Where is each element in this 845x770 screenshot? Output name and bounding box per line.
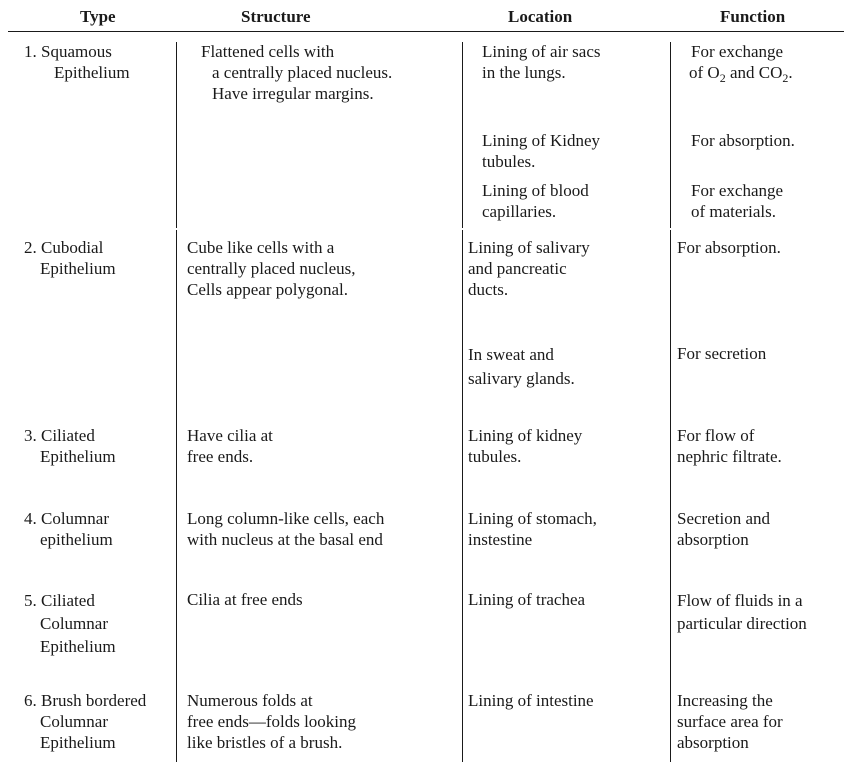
location-cell bbox=[482, 41, 657, 83]
function-cell bbox=[691, 41, 793, 85]
header-function: Function bbox=[720, 7, 786, 26]
structure-line: a centrally placed nucleus. bbox=[212, 63, 393, 82]
function-cell bbox=[677, 425, 782, 467]
divider-function bbox=[670, 230, 671, 762]
location-line: and pancreatic bbox=[468, 259, 567, 278]
type-line: Columnar bbox=[40, 712, 108, 731]
structure-line: Have cilia at bbox=[187, 426, 273, 445]
location-line: Lining of kidney bbox=[468, 426, 583, 445]
location-line: In sweat and bbox=[468, 345, 554, 364]
function-line: For exchange bbox=[691, 42, 784, 61]
type-cell bbox=[24, 508, 113, 550]
structure-line: Cells appear polygonal. bbox=[187, 280, 348, 299]
function-cell bbox=[677, 237, 781, 258]
type-line: Epithelium bbox=[40, 447, 116, 466]
structure-line: like bristles of a brush. bbox=[187, 733, 343, 752]
location-cell bbox=[482, 180, 589, 222]
function-line: absorption bbox=[677, 733, 749, 752]
function-cell bbox=[691, 130, 795, 151]
function-cell bbox=[677, 589, 807, 635]
function-line: nephric filtrate. bbox=[677, 447, 782, 466]
location-cell bbox=[468, 425, 582, 467]
function-cell bbox=[691, 180, 783, 222]
type-cell bbox=[24, 690, 146, 753]
function-cell bbox=[677, 343, 766, 364]
function-line: absorption bbox=[677, 530, 749, 549]
structure-line: Cube like cells with a bbox=[187, 238, 335, 257]
divider-function-r1 bbox=[670, 42, 671, 228]
location-line: salivary glands. bbox=[468, 369, 575, 388]
function-line: of materials. bbox=[691, 202, 776, 221]
header-type: Type bbox=[80, 7, 116, 26]
structure-line: Have irregular margins. bbox=[212, 84, 374, 103]
function-line: For secretion bbox=[677, 344, 767, 363]
divider-location bbox=[462, 230, 463, 762]
type-cell bbox=[24, 237, 116, 279]
function-line: surface area for bbox=[677, 712, 783, 731]
structure-cell bbox=[187, 690, 356, 753]
divider-structure bbox=[176, 230, 177, 762]
function-formula: of $O_2$ and $CO_2$. bbox=[689, 63, 793, 85]
location-cell bbox=[468, 589, 585, 610]
location-line: ducts. bbox=[468, 280, 509, 299]
type-cell bbox=[24, 589, 116, 658]
location-line: tubules. bbox=[468, 447, 522, 466]
divider-location-r1 bbox=[462, 42, 463, 228]
type-line: epithelium bbox=[40, 530, 113, 549]
location-cell bbox=[468, 508, 597, 550]
function-line: For absorption. bbox=[691, 131, 795, 150]
location-line: Lining of salivary bbox=[468, 238, 590, 257]
location-line: Lining of trachea bbox=[468, 590, 586, 609]
structure-line: Flattened cells with bbox=[201, 42, 335, 61]
structure-line: Long column-like cells, each bbox=[187, 509, 385, 528]
location-line: capillaries. bbox=[482, 202, 557, 221]
type-line: 5. Ciliated bbox=[24, 591, 95, 610]
header-location: Location bbox=[508, 7, 573, 26]
structure-line: Numerous folds at bbox=[187, 691, 313, 710]
location-line: Lining of stomach, bbox=[468, 509, 597, 528]
location-line: Lining of air sacs bbox=[482, 42, 601, 61]
location-line: Lining of blood bbox=[482, 181, 589, 200]
structure-line: free ends—folds looking bbox=[187, 712, 357, 731]
divider-structure-r1 bbox=[176, 42, 177, 228]
structure-cell bbox=[187, 508, 384, 550]
location-cell bbox=[482, 130, 600, 172]
location-cell bbox=[468, 237, 590, 300]
function-cell bbox=[677, 508, 770, 550]
location-line: Lining of Kidney bbox=[482, 131, 601, 150]
location-line: Lining of intestine bbox=[468, 691, 594, 710]
structure-cell bbox=[187, 425, 273, 467]
structure-cell bbox=[201, 41, 392, 104]
function-line: Increasing the bbox=[677, 691, 773, 710]
structure-cell bbox=[187, 237, 356, 300]
function-cell bbox=[677, 690, 783, 753]
type-cell bbox=[24, 41, 130, 83]
type-line: 2. Cubodial bbox=[24, 238, 104, 257]
type-line: Epithelium bbox=[40, 733, 116, 752]
structure-line: free ends. bbox=[187, 447, 254, 466]
type-line: 3. Ciliated bbox=[24, 426, 95, 445]
type-line: Epithelium bbox=[54, 63, 130, 82]
location-line: in the lungs. bbox=[482, 63, 566, 82]
location-cell bbox=[468, 690, 594, 711]
function-line: particular direction bbox=[677, 614, 807, 633]
header-rule bbox=[8, 31, 844, 32]
location-line: instestine bbox=[468, 530, 533, 549]
function-line: For exchange bbox=[691, 181, 784, 200]
structure-line: centrally placed nucleus, bbox=[187, 259, 356, 278]
type-line: Epithelium bbox=[40, 259, 116, 278]
location-line: tubules. bbox=[482, 152, 536, 171]
function-line: Flow of fluids in a bbox=[677, 591, 803, 610]
type-line: 1. Squamous bbox=[24, 42, 112, 61]
function-line: For flow of bbox=[677, 426, 755, 445]
type-line: Epithelium bbox=[40, 637, 116, 656]
type-line: 4. Columnar bbox=[24, 509, 109, 528]
type-line: Columnar bbox=[40, 614, 108, 633]
type-line: 6. Brush bordered bbox=[24, 691, 147, 710]
structure-line: Cilia at free ends bbox=[187, 590, 303, 609]
location-cell bbox=[468, 343, 575, 391]
header-structure: Structure bbox=[241, 7, 311, 26]
structure-cell bbox=[187, 589, 303, 610]
structure-line: with nucleus at the basal end bbox=[187, 530, 383, 549]
function-line: For absorption. bbox=[677, 238, 781, 257]
type-cell bbox=[24, 425, 116, 467]
function-line: Secretion and bbox=[677, 509, 770, 528]
